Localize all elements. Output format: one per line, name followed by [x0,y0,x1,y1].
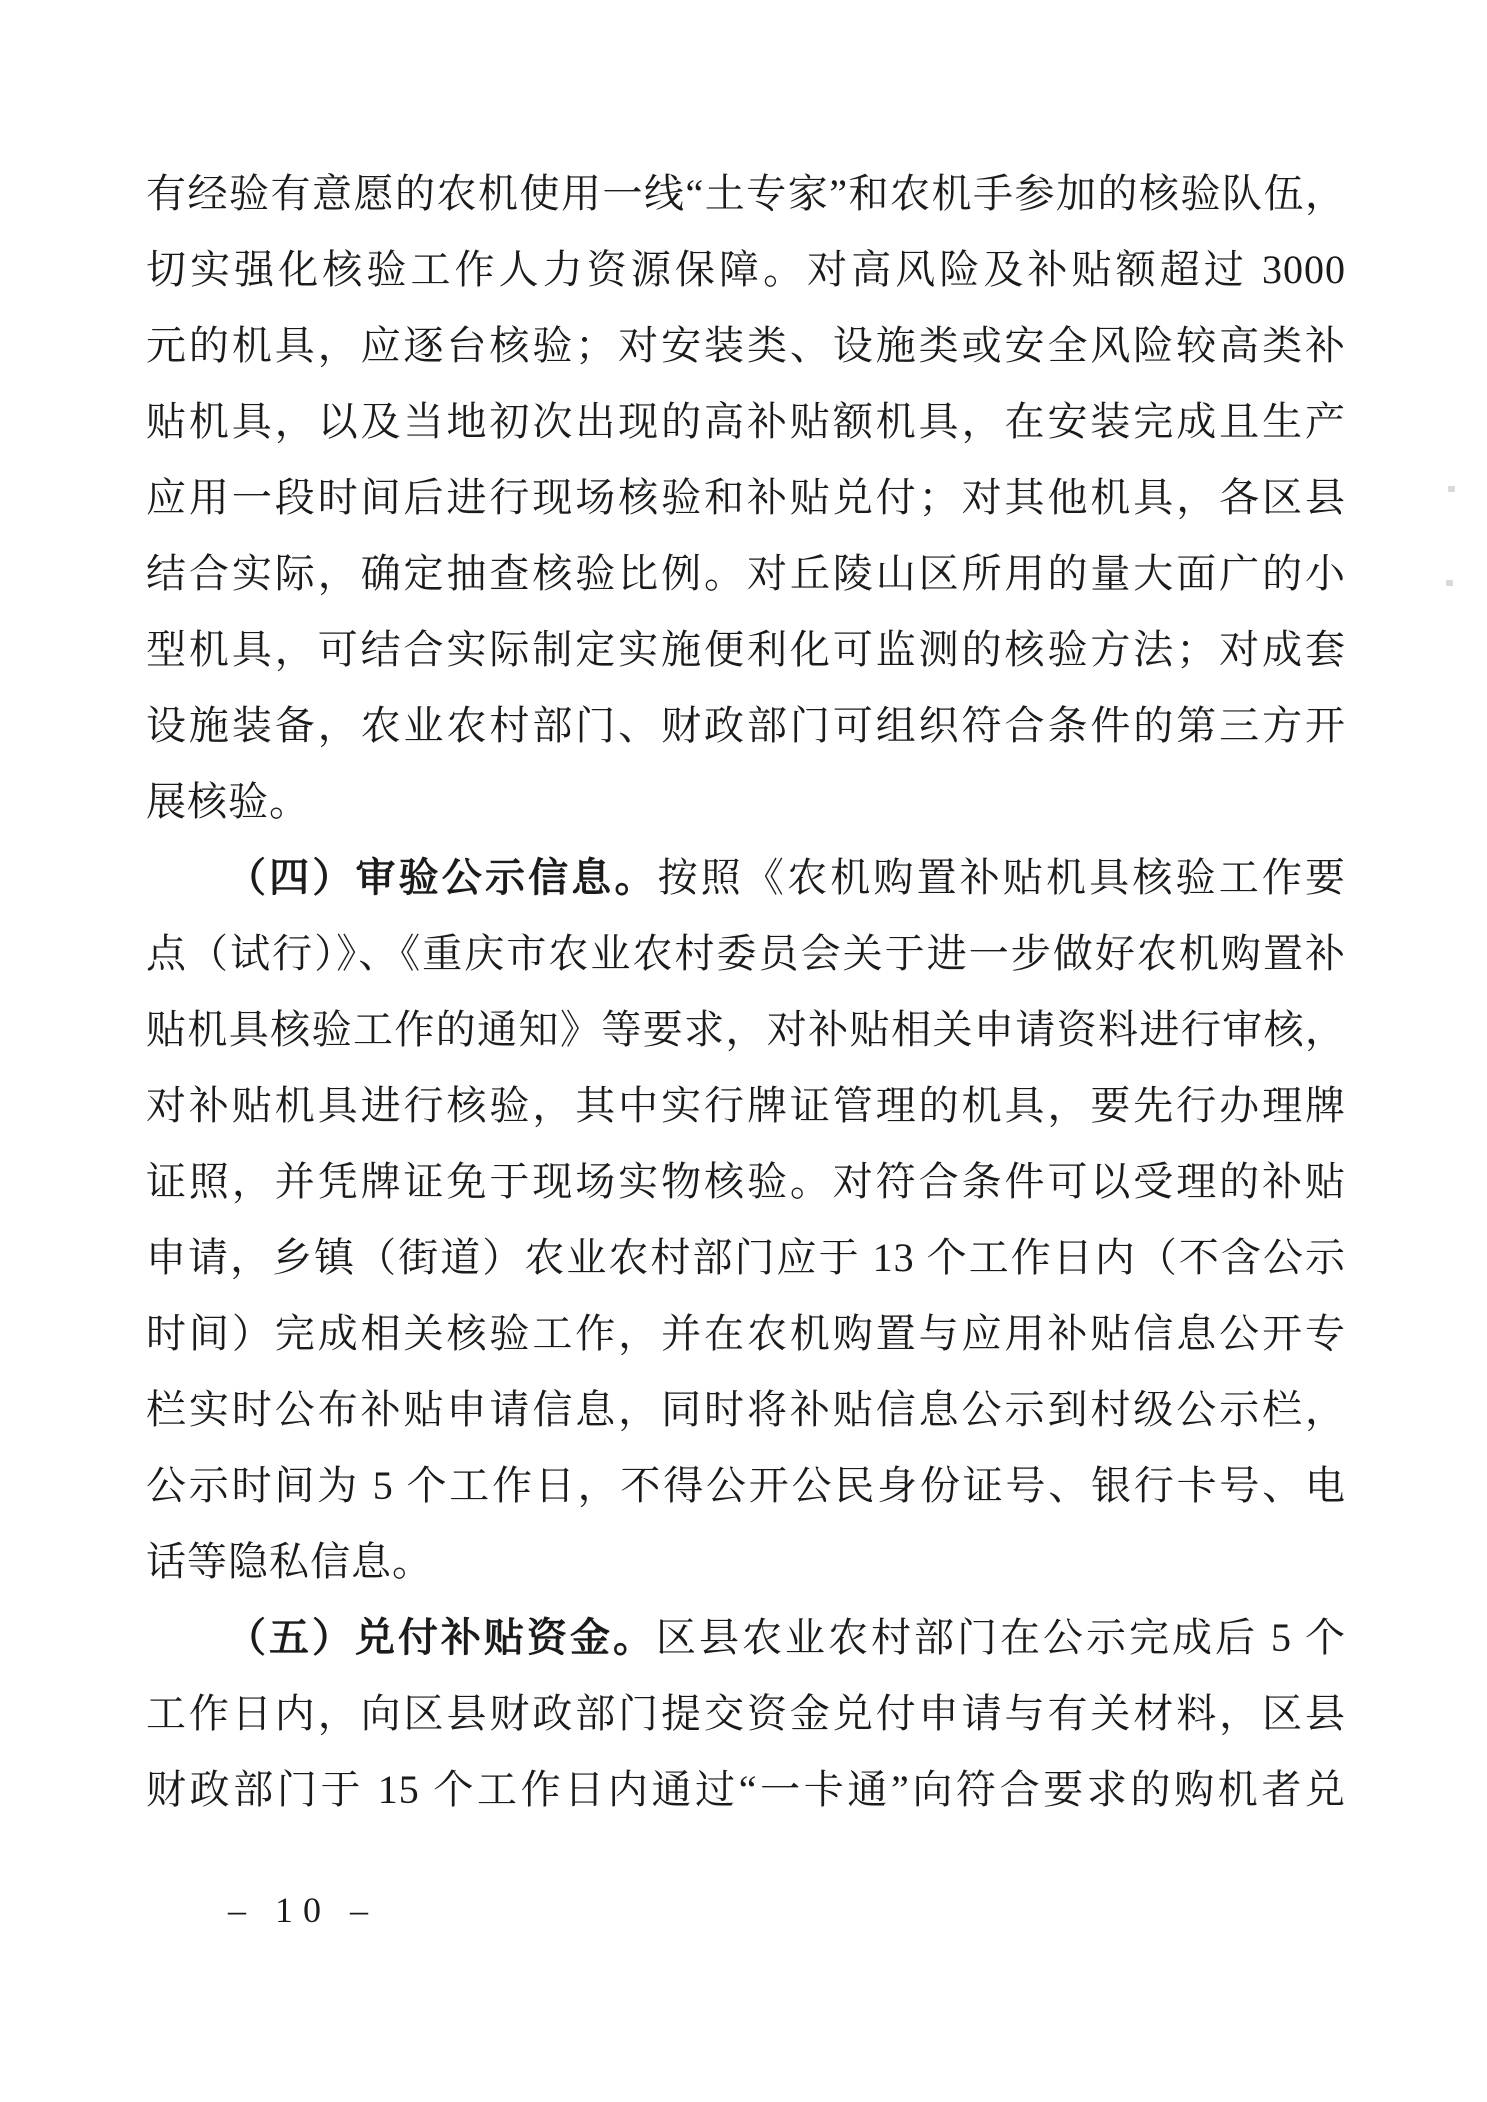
text-line: 型机具，可结合实际制定实施便利化可监测的核验方法；对成套 [146,627,1346,672]
section-heading: （五）兑付补贴资金。 [226,1615,656,1660]
text-line: 工作日内，向区县财政部门提交资金兑付申请与有关材料，区县 [146,1691,1346,1736]
text-line: 结合实际，确定抽查核验比例。对丘陵山区所用的量大面广的小 [146,551,1346,596]
text-line: 贴机具，以及当地初次出现的高补贴额机具，在安装完成且生产 [146,399,1346,444]
text-line: 设施装备，农业农村部门、财政部门可组织符合条件的第三方开 [146,703,1346,748]
paragraph-start-line: （四）审验公示信息。按照《农机购置补贴机具核验工作要 [226,855,1347,900]
text-line: 栏实时公布补贴申请信息，同时将补贴信息公示到村级公示栏， [146,1387,1346,1432]
text-line: 展核验。 [146,779,310,824]
text-line: 话等隐私信息。 [146,1539,433,1584]
text-line: 应用一段时间后进行现场核验和补贴兑付；对其他机具，各区县 [146,475,1346,520]
section-heading: （四）审验公示信息。 [226,855,658,900]
text-line: 点（试行）》、《重庆市农业农村委员会关于进一步做好农机购置补 [146,931,1346,976]
text-line: 公示时间为 5 个工作日，不得公开公民身份证号、银行卡号、电 [146,1463,1346,1508]
text-line: 对补贴机具进行核验，其中实行牌证管理的机具，要先行办理牌 [146,1083,1346,1128]
scan-artifact [1446,580,1453,586]
text-line: 切实强化核验工作人力资源保障。对高风险及补贴额超过 3000 [146,247,1346,292]
document-body [146,156,1346,1828]
text-line: 财政部门于 15 个工作日内通过“一卡通”向符合要求的购机者兑 [146,1767,1346,1812]
text-line: 证照，并凭牌证免于现场实物核验。对符合条件可以受理的补贴 [146,1159,1346,1204]
page-number: – 10 – [228,1890,378,1930]
text-line: 时间）完成相关核验工作，并在农机购置与应用补贴信息公开专 [146,1311,1346,1356]
text-line: 贴机具核验工作的通知》等要求，对补贴相关申请资料进行审核， [146,1007,1346,1052]
scan-artifact [1448,486,1455,492]
text-line: 申请，乡镇（街道）农业农村部门应于 13 个工作日内（不含公示 [146,1235,1346,1280]
text-line: 元的机具，应逐台核验；对安装类、设施类或安全风险较高类补 [146,323,1346,368]
paragraph-start-line: （五）兑付补贴资金。区县农业农村部门在公示完成后 5 个 [226,1615,1346,1660]
text-line: 有经验有意愿的农机使用一线“土专家”和农机手参加的核验队伍， [146,171,1346,216]
